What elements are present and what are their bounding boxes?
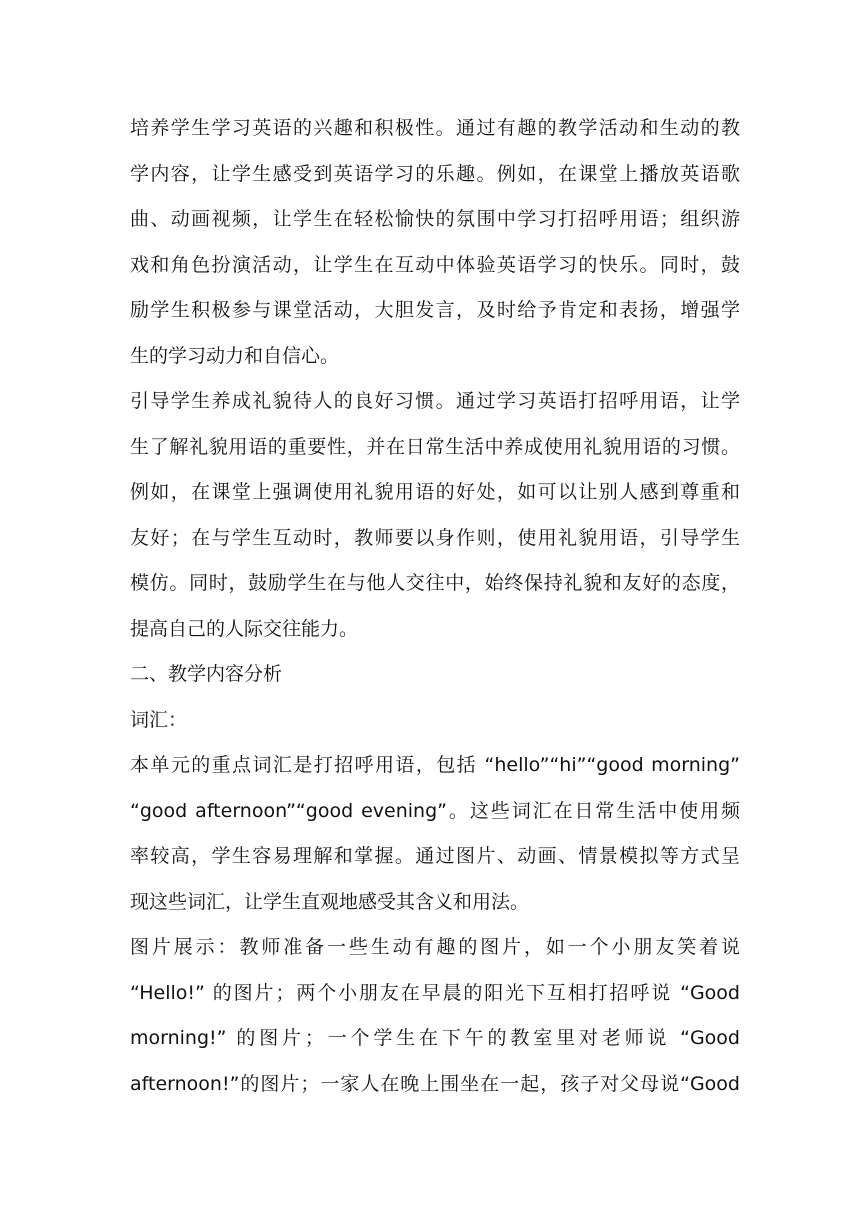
paragraph-politeness-line: 提高自己的人际交往能力。 <box>130 617 359 640</box>
paragraph-picture-line: morning!” 的图片；一个学生在下午的教室里对老师说 “Good <box>130 1027 740 1049</box>
paragraph-interest-line: 生的学习动力和自信心。 <box>130 344 340 367</box>
paragraph-picture-line: “Hello!” 的图片；两个小朋友在早晨的阳光下互相打招呼说 “Good <box>130 981 740 1004</box>
paragraph-interest-line: 学内容，让学生感受到英语学习的乐趣。例如，在课堂上播放英语歌 <box>130 162 740 185</box>
paragraph-interest-line: 曲、动画视频，让学生在轻松愉快的氛围中学习打招呼用语；组织游 <box>130 208 740 230</box>
vocab-heading: 词汇： <box>130 708 188 731</box>
paragraph-vocab-line: “good afternoon”“good evening”。这些词汇在日常生活中使用频 <box>130 799 740 822</box>
paragraph-politeness-line: 模仿。同时，鼓励学生在与他人交往中，始终保持礼貌和友好的态度， <box>130 572 740 594</box>
paragraph-politeness-line: 引导学生养成礼貌待人的良好习惯。通过学习英语打招呼用语，让学 <box>130 390 740 412</box>
paragraph-politeness-line: 生了解礼貌用语的重要性，并在日常生活中养成使用礼貌用语的习惯。 <box>130 435 740 458</box>
paragraph-vocab-line: 现这些词汇，让学生直观地感受其含义和用法。 <box>130 890 530 913</box>
document-body <box>130 106 740 1107</box>
paragraph-vocab-line: 率较高，学生容易理解和掌握。通过图片、动画、情景模拟等方式呈 <box>130 845 740 867</box>
paragraph-vocab-line: 本单元的重点词汇是打招呼用语，包括 “hello”“hi”“good morning” <box>130 754 740 776</box>
paragraph-politeness-line: 例如，在课堂上强调使用礼貌用语的好处，如可以让别人感到尊重和 <box>130 481 740 503</box>
section-heading: 二、教学内容分析 <box>130 663 283 685</box>
paragraph-interest-line: 励学生积极参与课堂活动，大胆发言，及时给予肯定和表扬，增强学 <box>130 299 740 321</box>
paragraph-picture-line: afternoon!”的图片；一家人在晚上围坐在一起，孩子对父母说“Good <box>130 1072 740 1095</box>
paragraph-interest-line: 戏和角色扮演活动，让学生在互动中体验英语学习的快乐。同时，鼓 <box>130 253 740 276</box>
paragraph-picture-line: 图片展示：教师准备一些生动有趣的图片，如一个小朋友笑着说 <box>130 936 740 958</box>
paragraph-politeness-line: 友好；在与学生互动时，教师要以身作则，使用礼貌用语，引导学生 <box>130 526 740 549</box>
paragraph-interest-line: 培养学生学习英语的兴趣和积极性。通过有趣的教学活动和生动的教 <box>130 117 740 139</box>
